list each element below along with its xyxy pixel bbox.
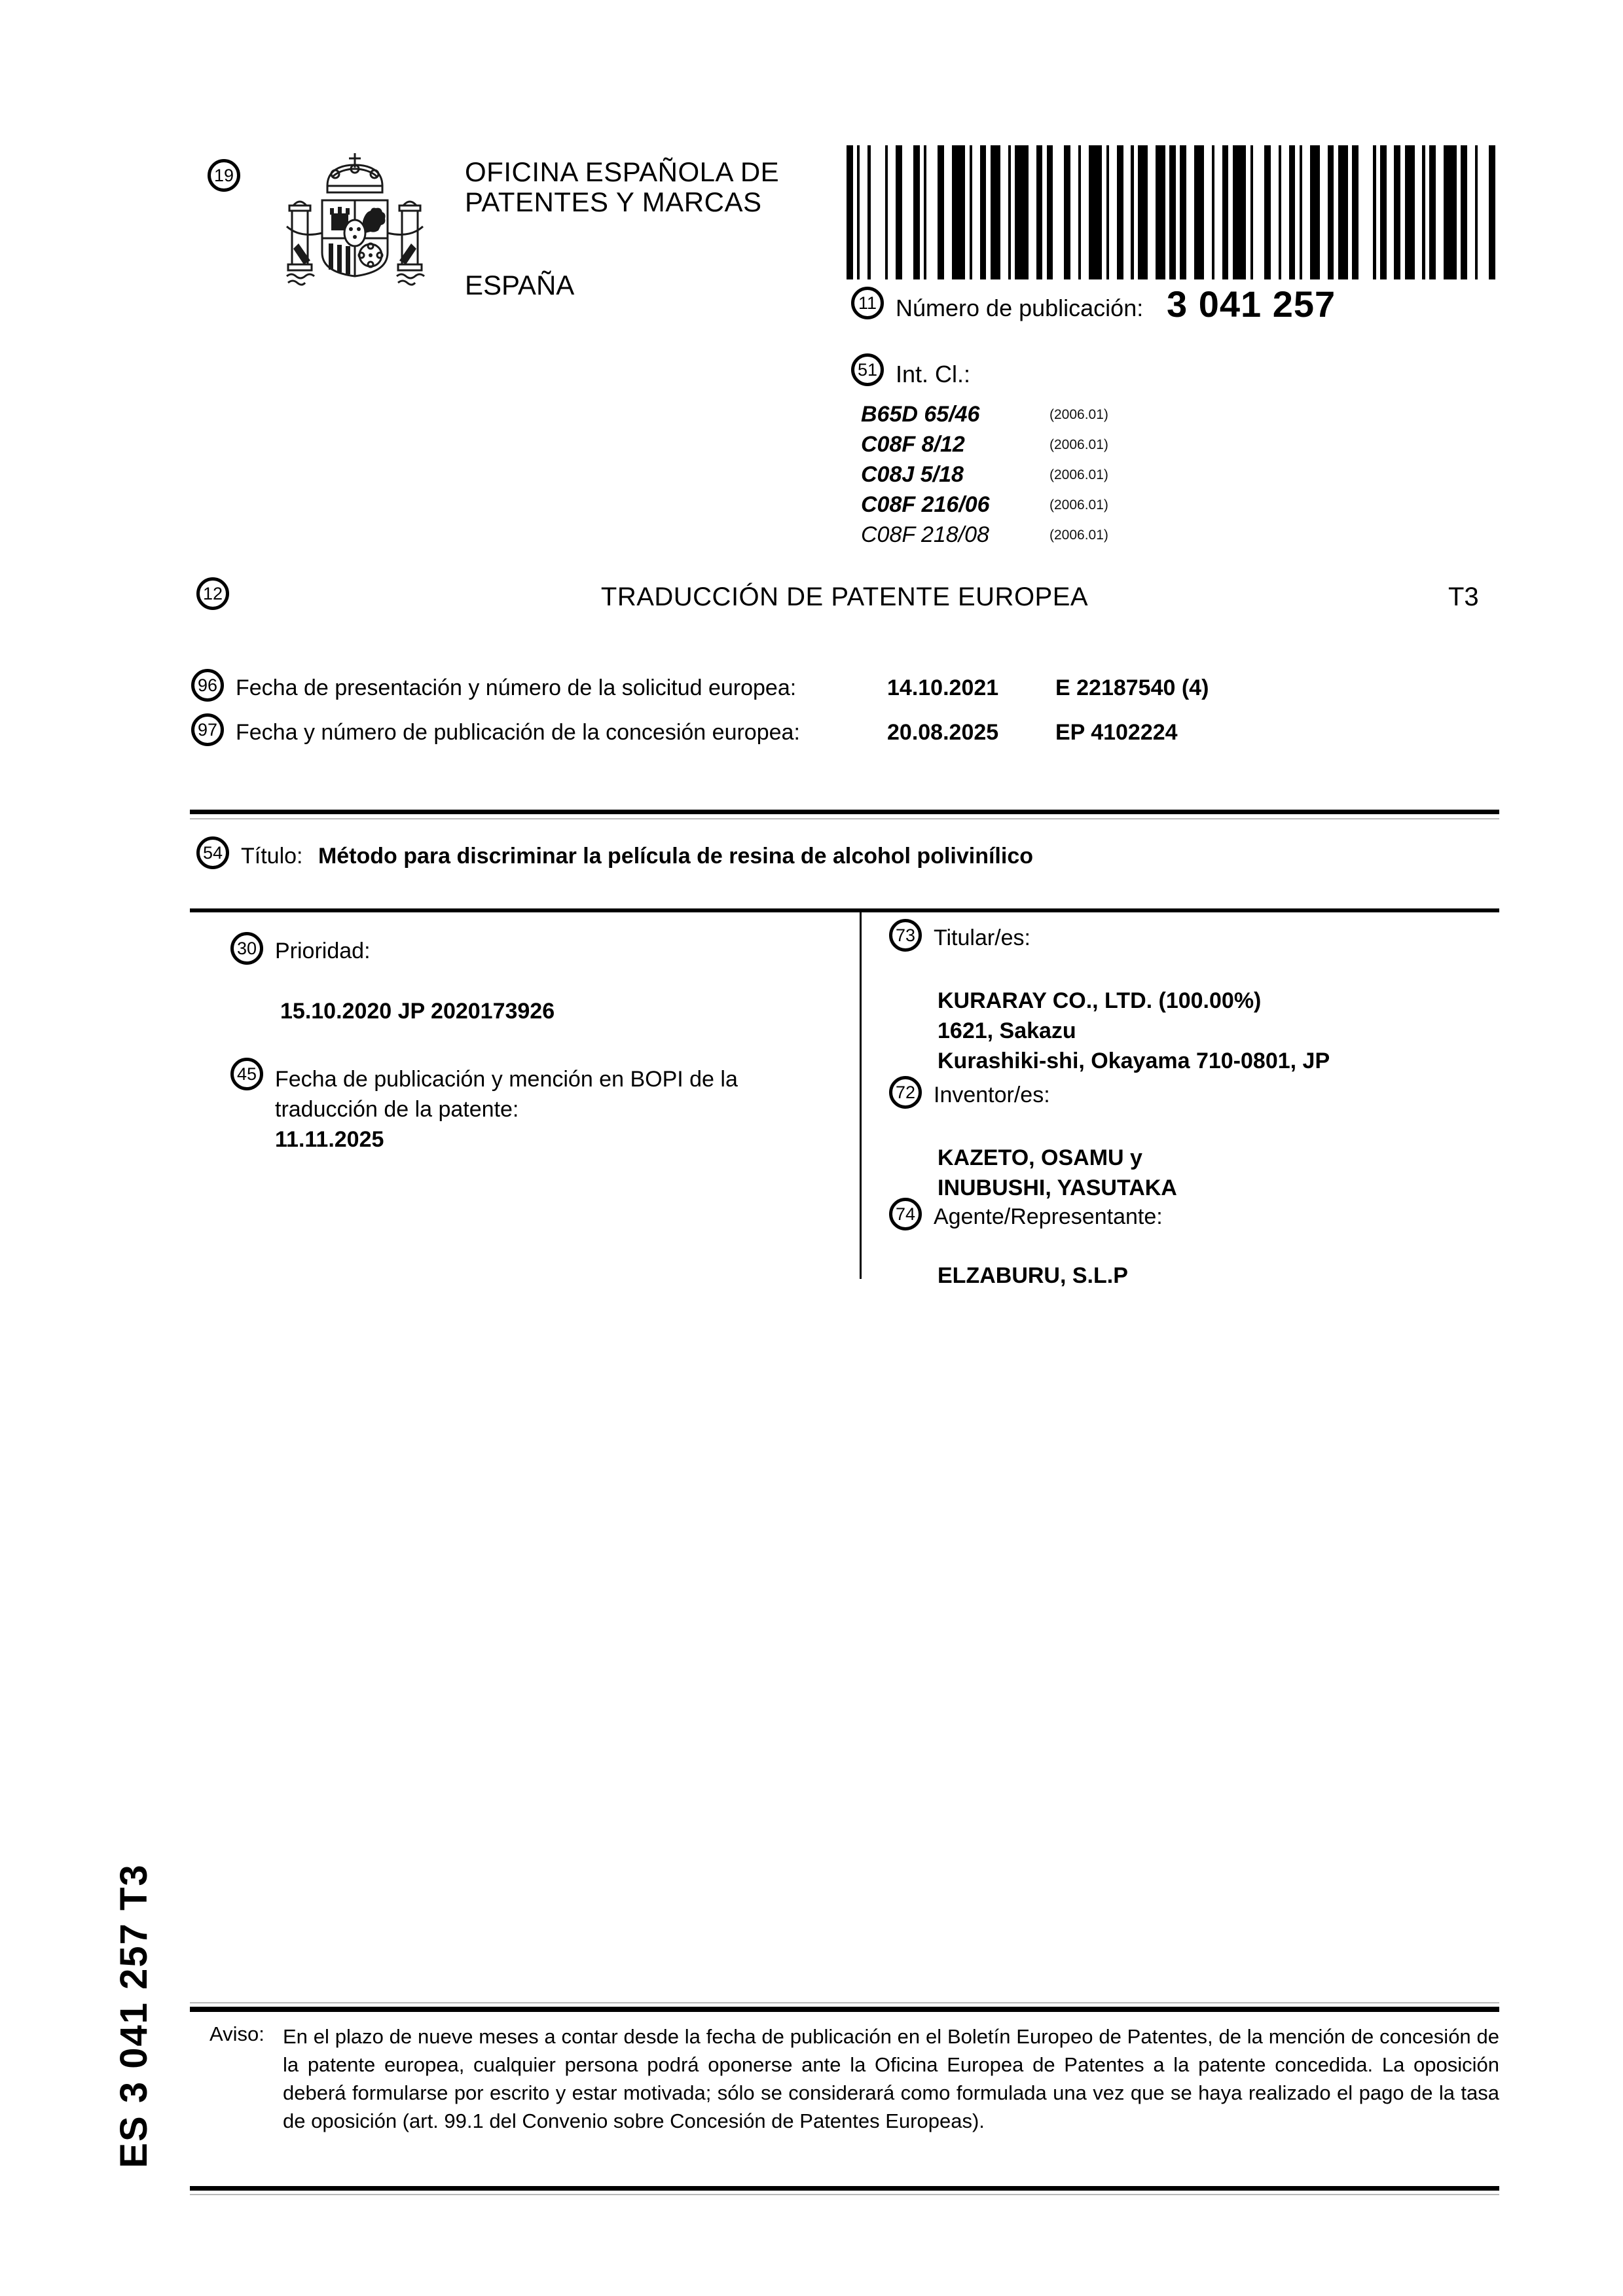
agent-name: ELZABURU, S.L.P xyxy=(938,1263,1128,1288)
bopi-date: 11.11.2025 xyxy=(275,1127,384,1152)
ipc-code: B65D 65/46 xyxy=(861,402,980,427)
divider-rule-top-shadow xyxy=(190,818,1499,819)
ref-72: 72 xyxy=(895,1082,916,1102)
ref-73: 73 xyxy=(895,925,916,945)
notice-rule-bottom-shadow xyxy=(190,2194,1499,2195)
office-name-line2: PATENTES Y MARCAS xyxy=(465,187,762,217)
ipc-code: C08F 218/08 xyxy=(861,522,989,547)
ref-12: 12 xyxy=(202,583,223,603)
bopi-label-line1: Fecha de publicación y mención en BOPI de la xyxy=(275,1067,738,1092)
notice-label: Aviso: xyxy=(210,2022,264,2045)
ref-96: 96 xyxy=(197,675,218,695)
inventors-block xyxy=(938,1143,1177,1203)
ipc-code: C08F 8/12 xyxy=(861,432,965,457)
ref-97-circle xyxy=(191,713,224,746)
inventors-label: Inventor/es: xyxy=(934,1083,1050,1107)
priority-label: Prioridad: xyxy=(275,939,371,963)
filing-number: E 22187540 (4) xyxy=(1055,675,1209,700)
bopi-label-line2: traducción de la patente: xyxy=(275,1097,519,1122)
filing-date: 14.10.2021 xyxy=(887,675,999,700)
inventor-line: INUBUSHI, YASUTAKA xyxy=(938,1175,1177,1200)
title-row xyxy=(241,844,1033,869)
ref-74: 74 xyxy=(895,1204,916,1224)
ipc-version: (2006.01) xyxy=(1049,497,1108,512)
ref-30: 30 xyxy=(236,938,257,958)
holder-line: Kurashiki-shi, Okayama 710-0801, JP xyxy=(938,1049,1330,1073)
country-label: ESPAÑA xyxy=(465,270,575,300)
kind-code: T3 xyxy=(1448,583,1479,611)
ipc-entry xyxy=(861,462,1108,488)
holder-label: Titular/es: xyxy=(934,925,1031,950)
filing-label: Fecha de presentación y número de la solicitud europea: xyxy=(236,675,797,700)
ipc-version: (2006.01) xyxy=(1049,467,1108,482)
column-divider xyxy=(860,912,862,1279)
document-type-title: TRADUCCIÓN DE PATENTE EUROPEA xyxy=(600,583,1089,611)
ref-74-circle xyxy=(889,1198,922,1230)
ref-97: 97 xyxy=(197,719,218,740)
holder-block xyxy=(938,986,1330,1076)
notice-rule-top xyxy=(190,2007,1499,2012)
ipc-entry xyxy=(861,522,1108,548)
ref-54: 54 xyxy=(202,842,223,863)
barcode xyxy=(847,145,1496,279)
int-cl-label: Int. Cl.: xyxy=(896,361,971,387)
holder-line: 1621, Sakazu xyxy=(938,1018,1076,1043)
ipc-version: (2006.01) xyxy=(1049,528,1108,543)
ref-11-circle xyxy=(851,287,884,319)
priority-value: 15.10.2020 JP 2020173926 xyxy=(280,999,555,1024)
spain-coat-of-arms-icon xyxy=(272,148,437,302)
inventor-line: KAZETO, OSAMU y xyxy=(938,1145,1142,1170)
ipc-code: C08J 5/18 xyxy=(861,462,964,487)
divider-rule-mid xyxy=(190,908,1499,912)
ref-45: 45 xyxy=(236,1064,257,1084)
ref-45-circle xyxy=(230,1058,263,1090)
ref-72-circle xyxy=(889,1076,922,1109)
document-code-vertical: ES 3 041 257 T3 xyxy=(113,1863,155,2168)
grant-label: Fecha y número de publicación de la concesión europea: xyxy=(236,720,800,745)
divider-rule-top xyxy=(190,810,1499,814)
notice-text: En el plazo de nueve meses a contar desde la fecha de publicación en el Boletín Europeo de Patentes, de la mención de concesión de la patente europea, cualquier persona podrá oponerse ante la Oficina Europea de Patentes a la patente concedida. La oposición deberá formularse por escrito y estar motivada; sólo se considerará como formulada una vez que se haya realizado el pago de la tasa de oposición (art. 99.1 del Convenio sobre Concesión de Patentes Europeas). xyxy=(283,2025,1499,2132)
ipc-version: (2006.01) xyxy=(1049,407,1108,422)
publication-number-label: Número de publicación: xyxy=(896,295,1144,321)
ref-11: 11 xyxy=(858,293,877,313)
ref-96-circle xyxy=(191,669,224,702)
ref-19-circle xyxy=(208,159,240,192)
notice-rule-top-shadow xyxy=(190,2002,1499,2003)
grant-date: 20.08.2025 xyxy=(887,720,999,745)
ref-19: 19 xyxy=(213,165,234,185)
ipc-code: C08F 216/06 xyxy=(861,492,990,517)
ipc-version: (2006.01) xyxy=(1049,437,1108,452)
publication-number: 3 041 257 xyxy=(1167,283,1336,325)
ipc-entry xyxy=(861,492,1108,518)
office-name-line1: OFICINA ESPAÑOLA DE xyxy=(465,156,780,187)
ipc-entry xyxy=(861,402,1108,427)
agent-label: Agente/Representante: xyxy=(934,1204,1163,1229)
title-label: Título: xyxy=(241,844,303,869)
ref-30-circle xyxy=(230,932,263,965)
notice-rule-bottom xyxy=(190,2186,1499,2191)
holder-line: KURARAY CO., LTD. (100.00%) xyxy=(938,988,1262,1013)
ipc-entry xyxy=(861,432,1108,457)
office-name xyxy=(465,157,779,217)
bopi-block xyxy=(275,1064,738,1155)
ref-54-circle xyxy=(196,836,229,869)
grant-number: EP 4102224 xyxy=(1055,720,1178,745)
ref-73-circle xyxy=(889,919,922,952)
ref-51-circle xyxy=(851,353,884,386)
ref-51: 51 xyxy=(857,359,878,380)
invention-title: Método para discriminar la película de resina de alcohol polivinílico xyxy=(318,844,1034,869)
